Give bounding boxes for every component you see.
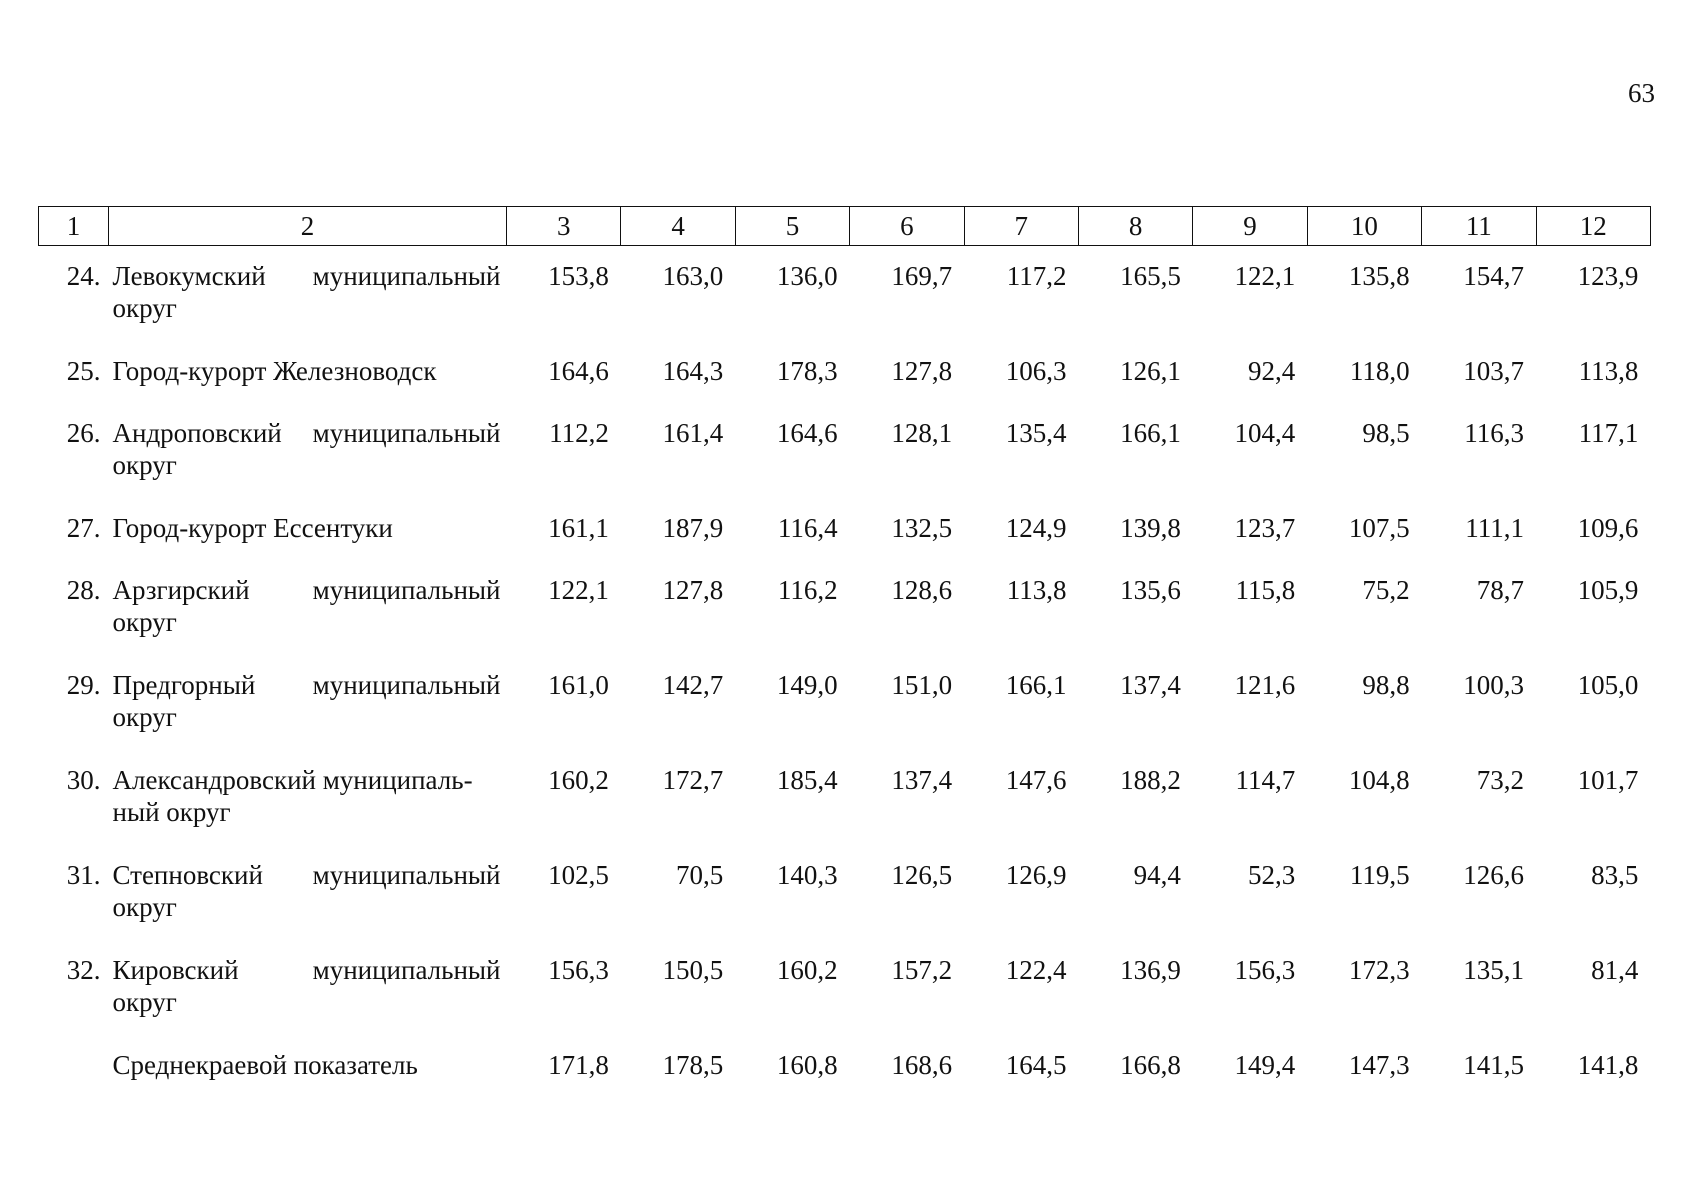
row-value-col-5: 185,4 — [776, 765, 838, 795]
row-value-col-10: 119,5 — [1349, 860, 1410, 890]
row-value-col-4: 70,5 — [676, 860, 724, 890]
row-number: 26. — [66, 418, 101, 448]
row-value-col-6: 169,7 — [891, 261, 953, 291]
row-number: 24. — [66, 261, 101, 291]
row-value-col-3: 122,1 — [548, 575, 609, 605]
row-value-col-5: 178,3 — [776, 356, 838, 386]
row-value-col-12: 105,0 — [1577, 670, 1639, 700]
row-value-col-4: 178,5 — [662, 1050, 724, 1080]
row-number: 29. — [66, 670, 101, 700]
page-number: 63 — [1628, 78, 1655, 108]
row-value-col-10: 75,2 — [1362, 575, 1410, 605]
column-header-2: 2 — [109, 207, 507, 246]
row-value-col-8: 139,8 — [1120, 513, 1181, 543]
column-header-10: 10 — [1307, 207, 1421, 246]
row-value-col-12: 81,4 — [1591, 955, 1639, 985]
data-table — [38, 206, 1651, 1111]
row-value-col-12: 109,6 — [1577, 513, 1639, 543]
row-value-col-5: 149,0 — [776, 670, 838, 700]
row-name: Кировский муниципальный округ — [112, 955, 501, 1017]
row-value-col-5: 160,2 — [776, 955, 838, 985]
row-value-col-8: 188,2 — [1120, 765, 1181, 795]
row-value-col-4: 163,0 — [662, 261, 724, 291]
row-value-col-11: 78,7 — [1476, 575, 1525, 605]
row-value-col-5: 160,8 — [776, 1050, 838, 1080]
row-value-col-6: 137,4 — [891, 765, 953, 795]
column-header-8: 8 — [1078, 207, 1192, 246]
row-value-col-6: 132,5 — [891, 513, 953, 543]
row-value-col-7: 135,4 — [1005, 418, 1067, 448]
row-value-col-7: 122,4 — [1005, 955, 1067, 985]
row-value-col-8: 165,5 — [1120, 261, 1181, 291]
row-value-col-9: 92,4 — [1247, 356, 1296, 386]
row-value-col-9: 156,3 — [1234, 955, 1296, 985]
row-value-col-8: 94,4 — [1133, 860, 1181, 890]
row-value-col-9: 115,8 — [1235, 575, 1296, 605]
row-name: Левокумский муниципальный округ — [112, 261, 501, 323]
table-row — [39, 859, 1651, 954]
row-value-col-12: 113,8 — [1578, 356, 1639, 386]
row-name: Предгорный муниципальный округ — [112, 670, 501, 732]
row-value-col-6: 157,2 — [891, 955, 953, 985]
row-value-col-8: 135,6 — [1120, 575, 1181, 605]
column-header-7: 7 — [964, 207, 1078, 246]
row-value-col-7: 124,9 — [1005, 513, 1067, 543]
header-row — [39, 207, 1651, 246]
row-value-col-6: 151,0 — [891, 670, 953, 700]
table-row — [39, 574, 1651, 669]
table-body — [39, 246, 1651, 1112]
row-value-col-4: 142,7 — [662, 670, 724, 700]
row-value-col-11: 103,7 — [1463, 356, 1525, 386]
row-value-col-10: 104,8 — [1348, 765, 1410, 795]
row-value-col-3: 160,2 — [548, 765, 609, 795]
row-value-col-3: 156,3 — [548, 955, 609, 985]
row-value-col-4: 150,5 — [662, 955, 724, 985]
row-name: Среднекраевой показатель — [112, 1050, 418, 1080]
row-value-col-11: 135,1 — [1463, 955, 1525, 985]
row-value-col-10: 98,8 — [1362, 670, 1410, 700]
row-value-col-4: 164,3 — [662, 356, 724, 386]
column-header-4: 4 — [621, 207, 735, 246]
row-value-col-7: 164,5 — [1005, 1050, 1067, 1080]
row-value-col-6: 126,5 — [891, 860, 953, 890]
row-value-col-4: 172,7 — [662, 765, 724, 795]
table-row — [39, 417, 1651, 512]
row-name: Город-курорт Ессентуки — [112, 513, 393, 543]
row-number: 30. — [66, 765, 101, 795]
table-row — [39, 355, 1651, 417]
row-value-col-3: 102,5 — [548, 860, 609, 890]
row-value-col-8: 166,1 — [1120, 418, 1181, 448]
row-value-col-3: 161,1 — [548, 513, 609, 543]
row-value-col-7: 113,8 — [1006, 575, 1067, 605]
table-header — [39, 207, 1651, 246]
row-number: 28. — [66, 575, 101, 605]
row-name: Город-курорт Железноводск — [112, 356, 437, 386]
row-value-col-11: 111,1 — [1465, 513, 1525, 543]
row-value-col-5: 140,3 — [776, 860, 838, 890]
row-value-col-9: 114,7 — [1235, 765, 1296, 795]
row-name: Степновский муниципальный округ — [112, 860, 501, 922]
row-value-col-7: 117,2 — [1006, 261, 1067, 291]
row-value-col-11: 126,6 — [1463, 860, 1525, 890]
row-value-col-9: 149,4 — [1234, 1050, 1296, 1080]
row-value-col-3: 161,0 — [548, 670, 609, 700]
table-row — [39, 954, 1651, 1049]
row-value-col-11: 100,3 — [1463, 670, 1525, 700]
row-name: Александровский муниципаль- ный округ — [112, 765, 473, 827]
table-row — [39, 512, 1651, 574]
row-value-col-4: 187,9 — [662, 513, 724, 543]
row-value-col-12: 123,9 — [1577, 261, 1639, 291]
column-header-6: 6 — [850, 207, 964, 246]
table-row — [39, 1049, 1651, 1111]
column-header-11: 11 — [1422, 207, 1536, 246]
row-value-col-10: 118,0 — [1349, 356, 1410, 386]
row-value-col-12: 83,5 — [1591, 860, 1639, 890]
row-value-col-5: 116,4 — [777, 513, 838, 543]
row-value-col-10: 135,8 — [1348, 261, 1410, 291]
column-header-1: 1 — [39, 207, 109, 246]
row-value-col-7: 126,9 — [1005, 860, 1067, 890]
row-value-col-10: 98,5 — [1362, 418, 1410, 448]
row-value-col-12: 101,7 — [1577, 765, 1639, 795]
row-value-col-8: 126,1 — [1120, 356, 1181, 386]
row-value-col-6: 127,8 — [891, 356, 953, 386]
row-value-col-9: 104,4 — [1234, 418, 1296, 448]
row-number: 31. — [66, 860, 101, 890]
table-row — [39, 669, 1651, 764]
row-value-col-11: 154,7 — [1463, 261, 1525, 291]
row-value-col-6: 128,1 — [891, 418, 953, 448]
row-value-col-5: 136,0 — [776, 261, 838, 291]
row-value-col-7: 147,6 — [1005, 765, 1067, 795]
row-value-col-5: 164,6 — [776, 418, 838, 448]
row-value-col-6: 128,6 — [891, 575, 953, 605]
column-header-5: 5 — [735, 207, 849, 246]
row-value-col-10: 147,3 — [1348, 1050, 1410, 1080]
row-value-col-7: 106,3 — [1005, 356, 1067, 386]
column-header-3: 3 — [507, 207, 621, 246]
row-value-col-11: 73,2 — [1476, 765, 1525, 795]
row-value-col-3: 171,8 — [548, 1050, 609, 1080]
row-value-col-8: 137,4 — [1120, 670, 1181, 700]
row-value-col-4: 127,8 — [662, 575, 724, 605]
row-value-col-3: 153,8 — [548, 261, 609, 291]
column-header-12: 12 — [1536, 207, 1650, 246]
row-value-col-3: 164,6 — [548, 356, 609, 386]
row-value-col-12: 117,1 — [1578, 418, 1639, 448]
row-number: 27. — [66, 513, 101, 543]
table-row — [39, 764, 1651, 859]
row-value-col-9: 122,1 — [1234, 261, 1296, 291]
row-value-col-3: 112,2 — [549, 418, 609, 448]
row-value-col-4: 161,4 — [662, 418, 724, 448]
row-name: Арзгирский муниципальный округ — [112, 575, 501, 637]
row-value-col-7: 166,1 — [1005, 670, 1067, 700]
row-value-col-11: 116,3 — [1464, 418, 1525, 448]
column-header-9: 9 — [1193, 207, 1307, 246]
row-value-col-6: 168,6 — [891, 1050, 953, 1080]
row-value-col-12: 105,9 — [1577, 575, 1639, 605]
row-number: 32. — [66, 955, 101, 985]
row-value-col-11: 141,5 — [1463, 1050, 1525, 1080]
row-value-col-10: 172,3 — [1348, 955, 1410, 985]
row-value-col-5: 116,2 — [777, 575, 838, 605]
row-value-col-8: 136,9 — [1120, 955, 1181, 985]
row-value-col-9: 52,3 — [1247, 860, 1296, 890]
row-number: 25. — [66, 356, 101, 386]
row-value-col-8: 166,8 — [1120, 1050, 1181, 1080]
table-row — [39, 246, 1651, 356]
row-value-col-10: 107,5 — [1348, 513, 1410, 543]
row-value-col-9: 121,6 — [1234, 670, 1296, 700]
row-value-col-12: 141,8 — [1577, 1050, 1639, 1080]
row-number — [39, 1049, 109, 1111]
row-name: Андроповский муниципальный округ — [112, 418, 501, 480]
row-value-col-9: 123,7 — [1234, 513, 1296, 543]
